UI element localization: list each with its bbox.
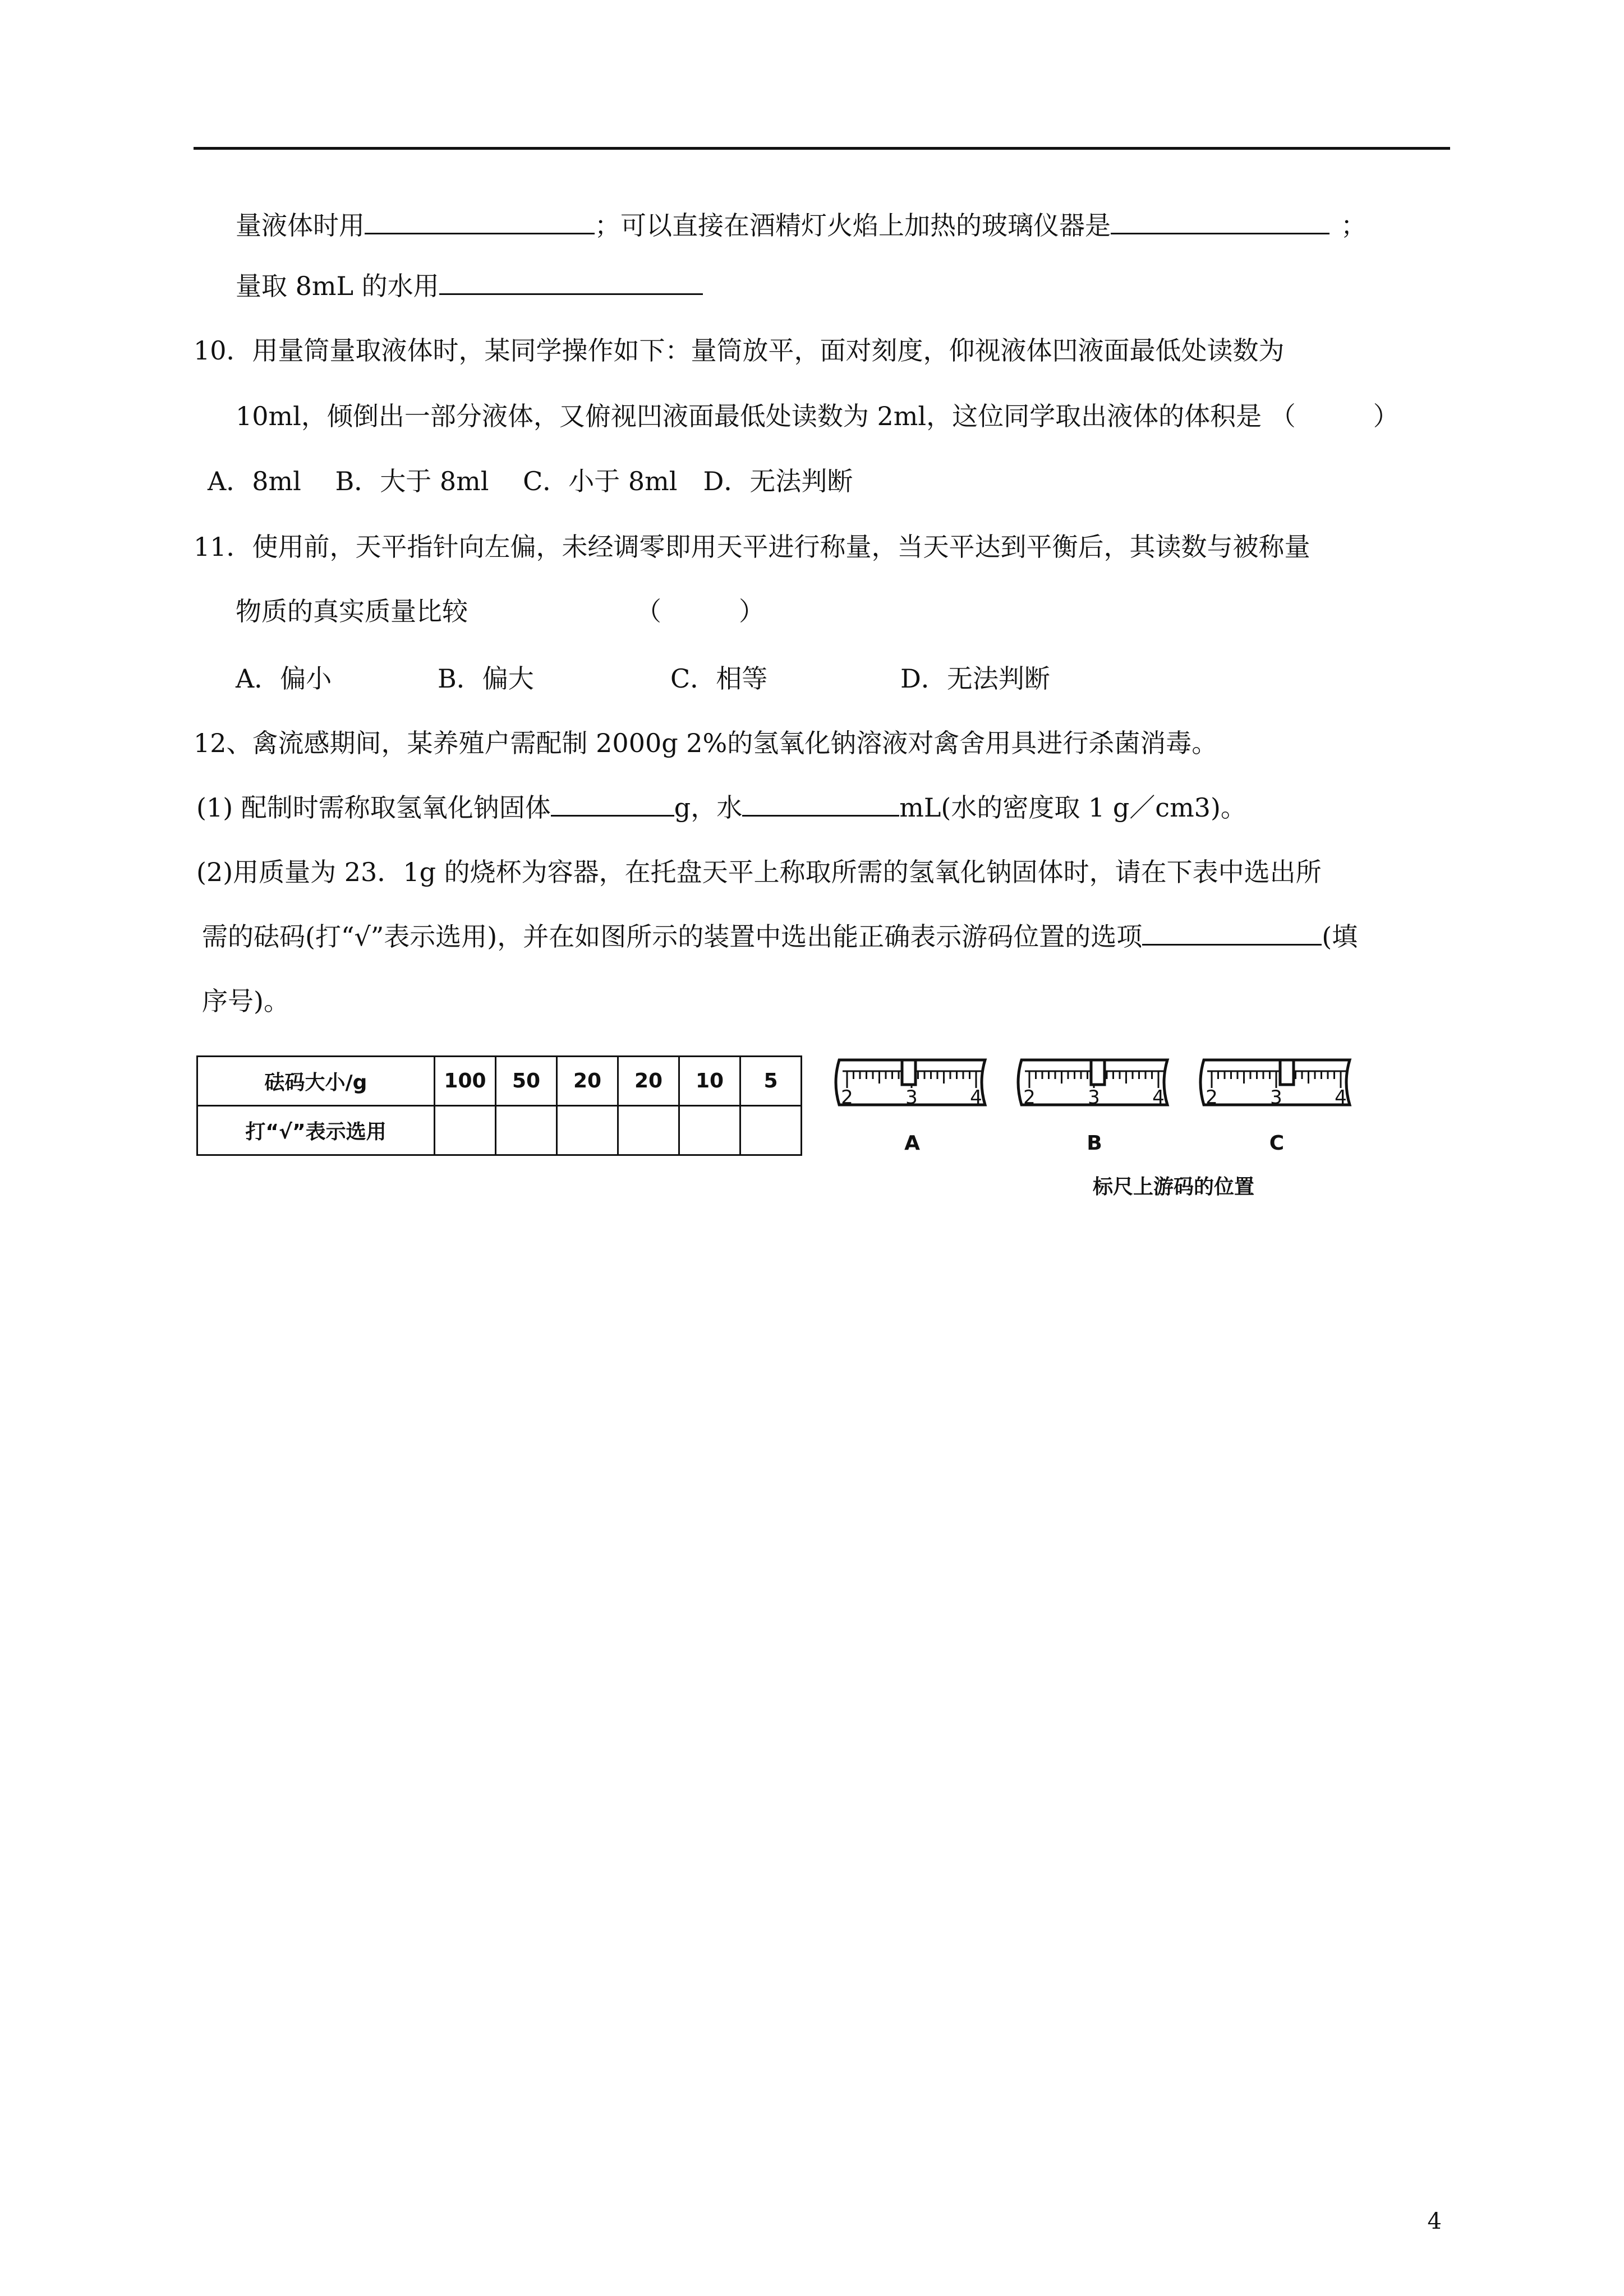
answer-blank[interactable] xyxy=(365,210,595,234)
scale-label: 2 xyxy=(1023,1086,1036,1109)
question-12-part-2-line-1: (2)用质量为 23．1g 的烧杯为容器，在托盘天平上称取所需的氢氧化钠固体时，请在下表中选出所 xyxy=(196,857,1322,887)
answer-blank[interactable] xyxy=(742,792,899,817)
ruler-a xyxy=(836,1060,985,1155)
diagram-caption: 标尺上游码的位置 xyxy=(1093,1175,1255,1198)
question-12-part-2-line-2: 需的砝码(打“√”表示选用)，并在如图所示的装置中选出能正确表示游码位置的选项 (填 xyxy=(202,921,1358,952)
weight-cell: 100 xyxy=(435,1057,496,1106)
option-label: B xyxy=(1087,1132,1102,1155)
question-12-part-2-line-3: 序号)。 xyxy=(202,986,289,1016)
question-11-stem-2: 物质的真实质量比较 （ ） xyxy=(236,596,765,626)
answer-blank[interactable] xyxy=(1111,210,1329,234)
rider xyxy=(1091,1060,1105,1085)
selection-cell[interactable] xyxy=(435,1106,496,1155)
selection-cell[interactable] xyxy=(740,1106,802,1155)
ruler-b xyxy=(1018,1060,1167,1155)
weights-table xyxy=(196,1055,802,1156)
header-rule xyxy=(194,147,1450,150)
question-9-line-2: 量取 8mL 的水用 xyxy=(236,269,703,303)
answer-blank[interactable] xyxy=(439,271,703,295)
question-11-option-b: B．偏大 xyxy=(438,663,534,694)
question-12-part-1: (1) 配制时需称取氢氧化钠固体 g，水 mL(水的密度取 1 g／cm3)。 xyxy=(196,792,1246,823)
question-10-options: A．8ml B．大于 8ml C．小于 8ml D．无法判断 xyxy=(208,466,853,496)
scale-label: 4 xyxy=(970,1086,982,1109)
question-10-stem-2: 10ml，倾倒出一部分液体，又俯视凹液面最低处读数为 2ml，这位同学取出液体的体积是 （ ） xyxy=(236,401,1399,431)
weight-cell: 20 xyxy=(557,1057,618,1106)
selection-cell[interactable] xyxy=(679,1106,740,1155)
weight-cell: 5 xyxy=(740,1057,802,1106)
ruler-c xyxy=(1200,1060,1350,1155)
scale-label: 3 xyxy=(1270,1086,1282,1109)
selection-row-label: 打“√”表示选用 xyxy=(197,1106,435,1155)
weight-cell: 10 xyxy=(679,1057,740,1106)
question-9-line-1: 量液体时用 ；可以直接在酒精灯火焰上加热的玻璃仪器是 ； xyxy=(236,210,1367,241)
table-row xyxy=(197,1057,802,1106)
question-11-option-d: D．无法判断 xyxy=(900,663,1050,694)
question-12-stem: 12、禽流感期间，某养殖户需配制 2000g 2%的氢氧化钠溶液对禽舍用具进行杀菌消毒。 xyxy=(194,728,1218,758)
question-11-stem-1: 11．使用前，天平指针向左偏，未经调零即用天平进行称量，当天平达到平衡后，其读数与被称量 xyxy=(194,532,1310,562)
rider xyxy=(902,1060,915,1085)
option-label: C xyxy=(1269,1132,1285,1155)
page-number: 4 xyxy=(1427,2209,1442,2234)
weight-cell: 50 xyxy=(496,1057,557,1106)
answer-blank[interactable] xyxy=(1142,921,1322,946)
question-11-option-a: A．偏小 xyxy=(236,663,332,694)
selection-cell[interactable] xyxy=(557,1106,618,1155)
selection-cell[interactable] xyxy=(496,1106,557,1155)
table-row xyxy=(197,1106,802,1155)
scale-label: 4 xyxy=(1335,1086,1347,1109)
question-11-option-c: C．相等 xyxy=(670,663,768,694)
scale-label: 3 xyxy=(905,1086,918,1109)
question-10-stem-1: 10．用量筒量取液体时，某同学操作如下：量筒放平，面对刻度，仰视液体凹液面最低处读数为 xyxy=(194,335,1285,366)
answer-blank[interactable] xyxy=(551,792,674,817)
option-label: A xyxy=(904,1132,920,1155)
scale-label: 2 xyxy=(841,1086,853,1109)
weight-cell: 20 xyxy=(618,1057,679,1106)
scale-label: 2 xyxy=(1206,1086,1218,1109)
scale-label: 3 xyxy=(1088,1086,1100,1109)
scale-label: 4 xyxy=(1152,1086,1165,1109)
selection-cell[interactable] xyxy=(618,1106,679,1155)
rider xyxy=(1280,1060,1294,1085)
weights-header-label: 砝码大小/g xyxy=(197,1057,435,1106)
